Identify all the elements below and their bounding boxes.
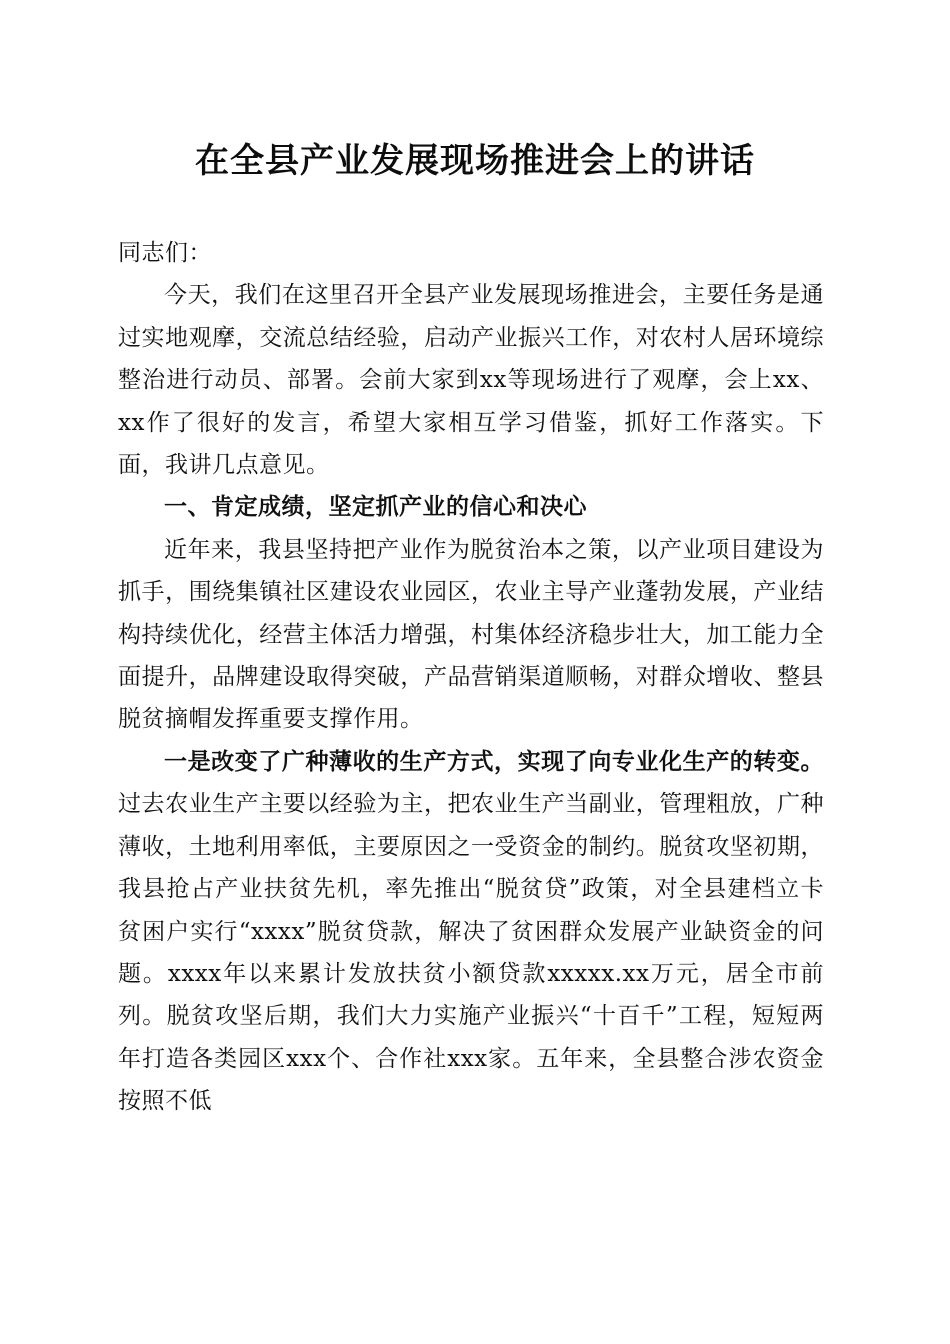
point-1-body-text: 过去农业生产主要以经验为主，把农业生产当副业，管理粗放，广种薄收，土地利用率低，主要原因之一受资金的制约。脱贫攻坚初期，我县抢占产业扶贫先机，率先推出“脱贫贷”政策，对全县建档立卡贫困户实行“xxxx”脱贫贷款，解决了贫困群众发展产业缺资金的问题。xxxx年以来累计发放扶贫小额贷款xxxxx.xx万元，居全市前列。脱贫攻坚后期，我们大力实施产业振兴“十百千”工程，短短两年打造各类园区xxx个、合作社xxx家。五年来，全县整合涉农资金按照不低 [118, 791, 824, 1115]
document-body [118, 232, 824, 1123]
section-heading-1: 一、肯定成绩，坚定抓产业的信心和决心 [164, 494, 587, 521]
point-1-paragraph [118, 741, 824, 1123]
document-title: 在全县产业发展现场推进会上的讲话 [195, 141, 755, 181]
point-1-lead-sentence: 一是改变了广种薄收的生产方式，实现了向专业化生产的转变。 [164, 747, 824, 775]
opening-paragraph: 今天，我们在这里召开全县产业发展现场推进会，主要任务是通过实地观摩，交流总结经验，启动产业振兴工作，对农村人居环境综整治进行动员、部署。会前大家到xx等现场进行了观摩，会上xx、xx作了很好的发言，希望大家相互学习借鉴，抓好工作落实。下面，我讲几点意见。 [118, 282, 824, 479]
salutation: 同志们： [118, 240, 212, 266]
section-1-intro-paragraph: 近年来，我县坚持把产业作为脱贫治本之策，以产业项目建设为抓手，围绕集镇社区建设农业园区，农业主导产业蓬勃发展，产业结构持续优化，经营主体活力增强，村集体经济稳步壮大，加工能力全面提升，品牌建设取得突破，产品营销渠道顺畅，对群众增收、整县脱贫摘帽发挥重要支撑作用。 [118, 536, 824, 733]
